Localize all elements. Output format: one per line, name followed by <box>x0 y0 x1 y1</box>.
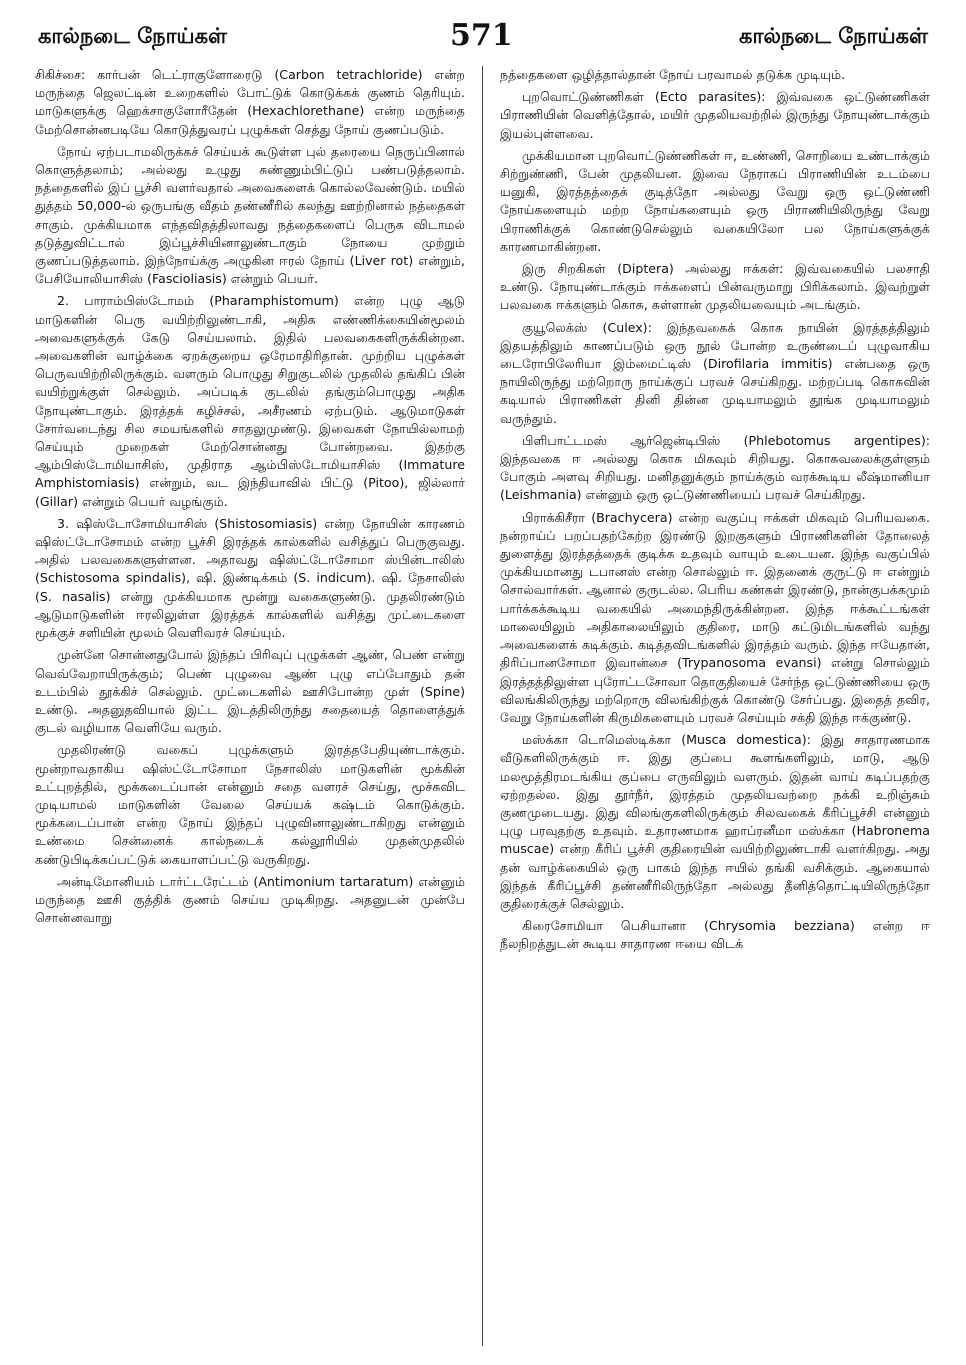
paragraph: முக்கியமான புறவொட்டுண்ணிகள் ஈ, உண்ணி, சொறியை உண்டாக்கும் சிற்றுண்ணி, பேன் முதலியன. இவை நேராகப் பிராணியின் உடம்பை யனுகி, இரத்தத்தைக் குடித்தோ அல்லது வேறு ஒரு ஒட்டுண்ணி நோய்களையும் மற்ற நோய்களையும் ஒரு பிராணியிலிருந்து வேறு பிராணிக்குக் கொண்டுசெல்லும் வகையிலோ பல நோய்களுக்குக் காரணமாகின்றன. <box>500 147 930 254</box>
paragraph: குயூலெக்ஸ் (Culex): இந்தவகைக் கொசு நாயின் இரத்தத்திலும் இதயத்திலும் காணப்படும் ஒரு நூல் போன்ற உருண்டைப் புழுவாகிய டைரோபிலேரியா இம்மைட்டிஸ் (Dirofilaria immitis) என்பதை ஒரு நாயிலிருந்து மற்றொரு நாய்க்குப் பரவச் செய்கிறது. மற்றப்படி கொசுவின் கடியால் பிராணிகள் தினி தின்ன முடியாமலும் தூங்க முடியாமலும் வருந்தும். <box>500 319 930 426</box>
paragraph: 2. பாராம்பிஸ்டோமம் (Pharamphistomum) என்ற புழு ஆடு மாடுகளின் பெரு வயிற்றிலுண்டாகி, அதிக எண்ணிக்கையின்மூலம் அவைகளுக்குக் கேடு செய்யலாம். இதில் பலவகைகளிருக்கின்றன. அவைகளின் வாழ்க்கை ஏறக்குறைய ஒரேமாதிரிதான். முற்றிய புழுக்கள் பெருவயிற்றிலிருக்கும். வளரும் பொழுது சிறுகுடலில் முதலில் தங்கிப் பின் வயிற்றுக்குள் செல்லும். அப்படிக் குடலில் தங்கும்பொழுது அதிக நோயுண்டாகும். இரத்தக் கழிச்சல், அசீரணம் ஏற்படும். ஆடுமாடுகள் சோர்வடைந்து சில சமயங்களில் சாதலுமுண்டு. இவைகள் நோயில்லாமற் செய்யும் முறைகள் மேற்சொன்னது போன்றவை. இதற்கு ஆம்பிஸ்டோமியாசிஸ், முதிராத ஆம்பிஸ்டோமியாசிஸ் (Immature Amphistomiasis) என்றும், வட இந்தியாவில் பிட்டு (Pitoo), ஜில்லார் (Gillar) என்றும் பெயர் வழங்கும். <box>35 293 465 509</box>
paragraph: நத்தைகளை ஒழித்தால்தான் நோய் பரவாமல் தடுக்க முடியும். <box>500 67 846 82</box>
paragraph: சிகிச்சை: கார்பன் டெட்ராகுளோரைடு (Carbon tetrachloride) என்ற மருந்தை ஜெலட்டின் உறைகளில் போட்டுக் கொடுக்கக் குணம் தெரியும். மாடுகளுக்கு ஹெக்சாகுளோரீதேன் (Hexachlorethane) என்ற மருந்தை மேற்சொன்னபடியே கொடுத்துவரப் புழுக்கள் செத்து நோய் குணப்படும். <box>35 67 465 137</box>
paragraph: கிரைசோமியா பெசியானா (Chrysomia bezziana) என்ற ஈ நீலநிறத்துடன் கூடிய சாதாரண ஈயை விடக் <box>500 918 930 952</box>
left-column <box>35 66 465 1356</box>
page-number: 571 <box>450 18 513 53</box>
paragraph: மஸ்க்கா டொமெஸ்டிக்கா (Musca domestica): இது சாதாரணமாக வீடுகளிலிருக்கும் ஈ. இது குப்பை கூளங்களிலும், மாடு, ஆடு மலமூத்திரமடங்கிய குப்பை எருவிலும் வளரும். இதன் வாய் கடிப்பதற்கு ஏற்றதல்ல. இது தூர்நீர், இரத்தம் முதலியவற்றை நக்கி உறிஞ்சும் குணமுடையது. இது விலங்குகளிலிருக்கும் சிலவகைக் கீரிப்பூச்சி என்னும் புழு பரவுதற்கு உதவும். உதாரணமாக ஹாப்ரனீமா மஸ்க்கா (Habronema muscae) என்ற கீரிப் பூச்சி குதிரையின் வயிற்றிலுண்டாகி வளர்கிறது. அது தன் வாழ்க்கையில் ஒரு பாகம் இந்த ஈயில் தங்கி வசிக்கும். ஆகையால் இந்தக் கீரிப்பூச்சி தண்ணீரிலிருந்தோ அல்லது தீனித்தொட்டியிலிருந்தோ குதிரைக்குச் செல்லும். <box>500 732 930 911</box>
running-head-right: கால்நடை நோய்கள் <box>739 24 928 48</box>
page-header <box>0 0 966 60</box>
paragraph: பிராக்கிசீரா (Brachycera) என்ற வகுப்பு ஈக்கள் மிகவும் பெரியவகை. நன்றாய்ப் பறப்பதற்கேற்ற இரண்டு இறகுகளும் பிராணிகளின் தோலைத் துளைத்து இரத்தத்தைக் குடிக்க உதவும் வாயும் உடையன. இந்த வகுப்பில் முக்கியமானது டபானஸ் என்ற சொல்லும் ஈ. இதனைக் குருட்டு ஈ என்றும் சொல்வார்கள். ஆனால் குருடல்ல. பெரிய கண்கள் இரண்டு, நான்குபக்கமும் பார்க்கக்கூடிய வகையில் அமைந்திருக்கின்றன. இந்த ஈக்கூட்டங்கள் மாலையிலும் அதிகாலையிலும் குதிரை, மாடு கட்டுமிடங்களில் வந்து அவைகளைக் கடிக்கும். கடித்தவிடங்களில் இரத்தம் வரும். இந்த ஈயேதான், திரிப்பானசோமா இவான்சை (Trypanosoma evansi) என்று சொல்லும் இரத்தத்திலுள்ள புரோட்டசோவா தொகுதியைச் சேர்ந்த ஒட்டுண்ணியை ஒரு விலங்கிலிருந்து மற்றொரு விலங்கிற்குக் கொண்டு சேர்ப்பது. இதைத் தவிர, வேறு நோய்களின் கிருமிகளையும் பரவச் செய்யும் சக்தி இந்த ஈக்குண்டு. <box>500 509 930 725</box>
right-column <box>500 66 930 1356</box>
paragraph: நோய் ஏற்படாமலிருக்கச் செய்யக் கூடுள்ள புல் தரையை நெருப்பினால் கொளுத்தலாம்; அல்லது உழுது சுண்ணும்பிட்டுப் பண்படுத்தலாம். நத்தைகளில் இப் பூச்சி வளர்வதால் அவைகளைக் கொல்லவேண்டும். மயில் துத்தம் 50,000-ல் ஒருபங்கு வீதம் தண்ணீரில் கலந்து ஊற்றினால் நத்தைகள் சாகும். முக்கியமாக எந்தவிதத்திலாவது நத்தைகளைப் பெருக விடாமல் தடுத்துவிட்டால் இப்பூச்சியினாலுண்டாகும் நோயை முற்றும் குணப்படுத்தலாம். இந்நோய்க்கு அழுகின ஈரல் நோய் (Liver rot) என்றும், பேசியோலியாசிஸ் (Fascioliasis) என்றும் பெயர். <box>35 143 465 287</box>
paragraph: பிளிபாட்டமஸ் ஆர்ஜென்டிபிஸ் (Phlebotomus argentipes): இந்தவகை ஈ அல்லது கொசு மிகவும் சிறியது. கொசுவலைக்குள்ளும் போகும் அளவு சிறியது. மனிதனுக்கும் நாய்க்கும் வரக்கூடிய லீஷ்மானியா (Leishmania) என்னும் ஒரு ஒட்டுண்ணியைப் பரவச் செய்கிறது. <box>500 432 930 503</box>
paragraph: இரு சிறகிகள் (Diptera) அல்லது ஈக்கள்: இவ்வகையில் பலசாதி உண்டு. நோயுண்டாக்கும் ஈக்களைப் பின்வருமாறு பிரிக்கலாம். இவற்றுள் பலவகை ஈக்களும் கொசு, சுள்ளான் முதலியவையும் அடங்கும். <box>500 261 930 313</box>
paragraph: முன்னே சொன்னதுபோல் இந்தப் பிரிவுப் புழுக்கள் ஆண், பெண் என்று வெவ்வேறாயிருக்கும்; பெண் புழுவை ஆண் புழு எப்போதும் தன் உடம்பில் தூக்கிச் செல்லும். முட்டைகளில் ஊசிபோன்ற முள் (Spine) உண்டு. அதனுதவியால் இட்ட இடத்திலிருந்து சதையைத் தொளைத்துக் குடல் வழியாக வெளியே வரும். <box>35 647 465 736</box>
column-divider <box>482 66 483 1346</box>
paragraph: புறவொட்டுண்ணிகள் (Ecto parasites): இவ்வகை ஒட்டுண்ணிகள் பிராணியின் வெளித்தோல், மயிர் முதலியவற்றில் இருந்து நோயுண்டாக்கும் இயல்புள்ளவை. <box>500 89 930 141</box>
running-head-left: கால்நடை நோய்கள் <box>38 24 227 48</box>
paragraph: அன்டிமோனியம் டார்ட்டரேட்டம் (Antimonium tartaratum) என்னும் மருந்தை ஊசி குத்திக் குணம் செய்ய முடிகிறது. அதனுடன் முன்பே சொன்னவாறு <box>35 873 465 926</box>
paragraph: முதலிரண்டு வகைப் புழுக்களும் இரத்தபேதியுண்டாக்கும். மூன்றாவதாகிய ஷிஸ்ட்டோசோமா நேசாலிஸ் மாடுகளின் மூக்கின் உட்புறத்தில், மூக்கடைப்பான் என்னும் சதை வளரச் செய்து, மூச்சுவிட முடியாமல் மாடுகளின் வேலை செய்யக் கஷ்டம் கொடுக்கும். மூக்கடைப்பான் என்ற நோய் இந்தப் புழுவினாலுண்டாகிறது என்னும் உண்மை சென்னைக் கால்நடைக் கல்லூரியில் முதன்முதலில் கண்டுபிடிக்கப்பட்டுக் கையாளப்பட்டு வருகிறது. <box>35 742 465 867</box>
paragraph: 3. ஷிஸ்டோசோமியாசிஸ் (Shistosomiasis) என்ற நோயின் காரணம் ஷிஸ்ட்டோசோமம் என்ற பூச்சி இரத்தக் கால்களில் வசித்துப் பெருகுவது. அதில் பலவகைகளுள்ளன. அதாவது ஷிஸ்ட்டோசோமா ஸ்பின்டாலிஸ் (Schistosoma spindalis), ஷி. இண்டிக்கம் (S. indicum). ஷி. நேசாலிஸ் (S. nasalis) என்று முக்கியமாக மூன்று வகைகளுண்டு. முதலிரண்டும் ஆடுமாடுகளின் ஈரலிலுள்ள இரத்தக் கால்களில் வசித்து முட்டைகளை மூக்குச் சளியின் மூலம் வெளிவரச் செய்யும். <box>35 515 465 641</box>
